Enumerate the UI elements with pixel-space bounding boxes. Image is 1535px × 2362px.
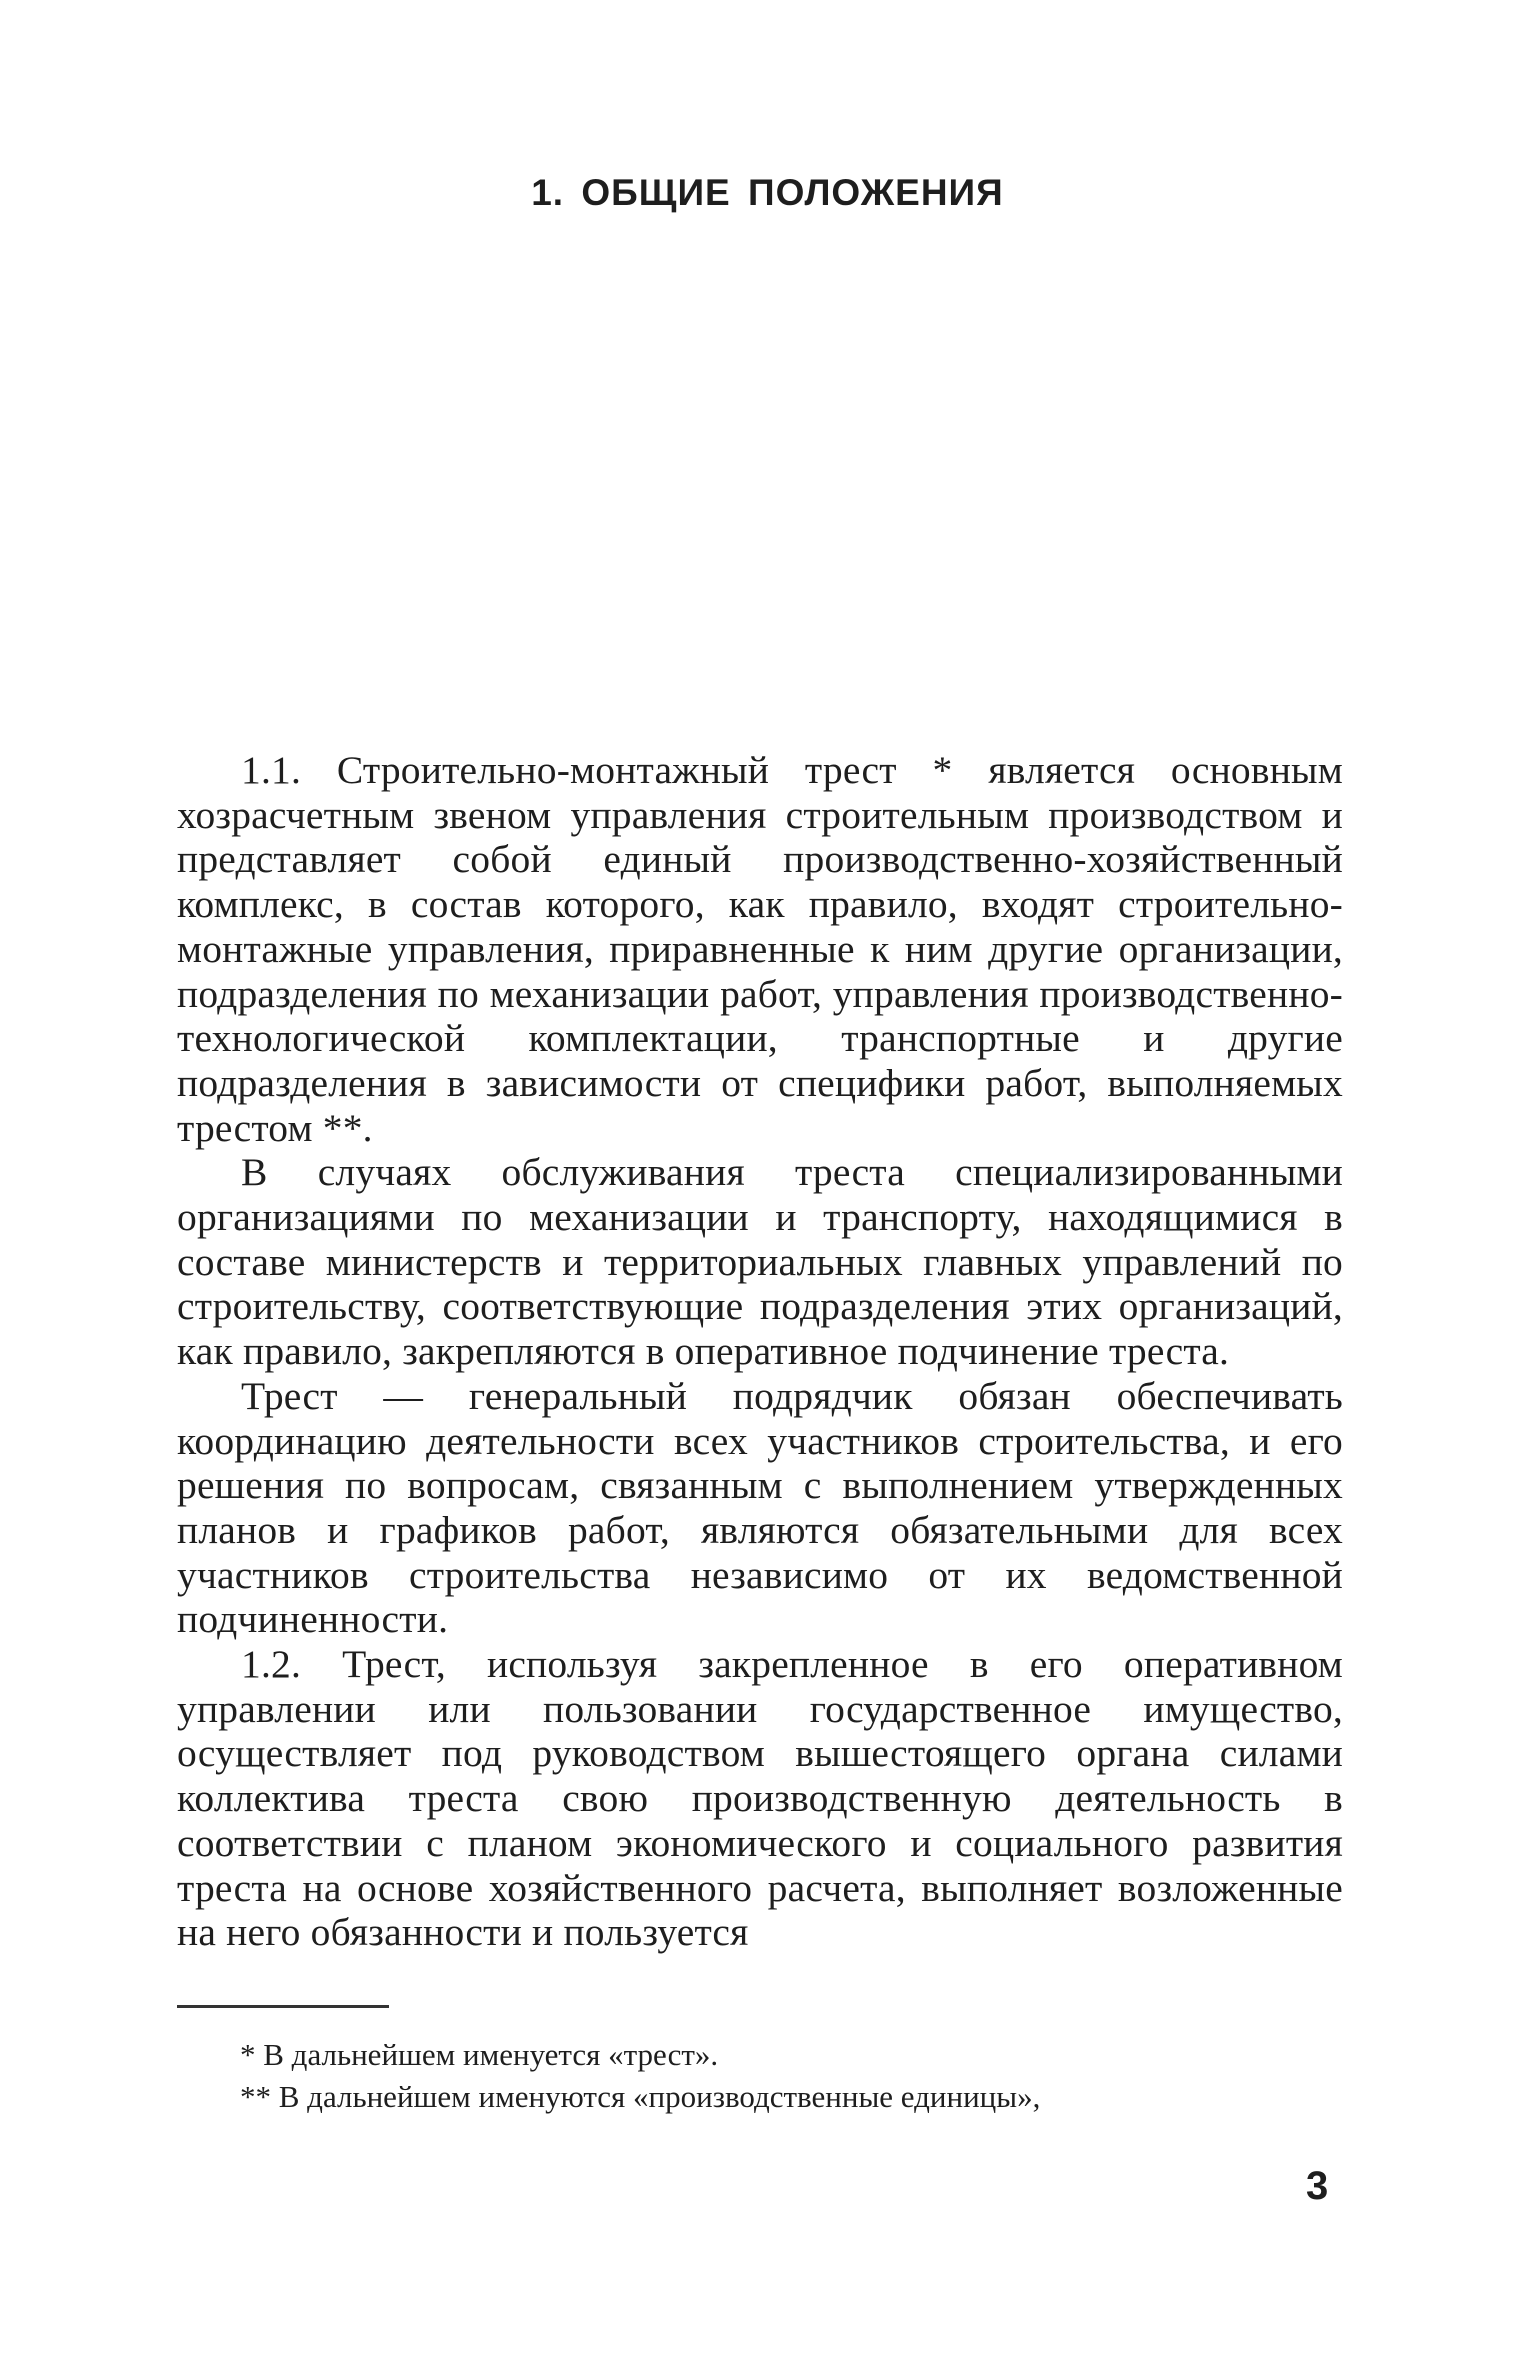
paragraph-1-2: 1.2. Трест, используя закрепленное в его оперативном управлении или пользовании государственное имущество, осуществляет под руководством вышестоящего органа силами коллектива треста свою производственную деятельность в соответствии с планом экономического и социального развития треста на основе хозяйственного расчета, выполняет возложенные на него обязанности и пользуется bbox=[177, 1642, 1343, 1955]
footnotes bbox=[240, 2034, 1040, 2118]
body-text bbox=[177, 748, 1343, 1955]
page-title: 1. ОБЩИЕ ПОЛОЖЕНИЯ bbox=[531, 172, 1004, 213]
paragraph-specialized-organizations: В случаях обслуживания треста специализированными организациями по механизации и транспорту, находящимися в составе министерств и территориальных главных управлений по строительству, соответствующие подразделения этих организаций, как правило, закрепляются в оперативное подчинение треста. bbox=[177, 1150, 1343, 1374]
footnote-divider bbox=[177, 2005, 389, 2008]
footnote-2: ** В дальнейшем именуются «производственные единицы», bbox=[240, 2079, 1041, 2114]
footnote-1: * В дальнейшем именуется «трест». bbox=[240, 2037, 719, 2072]
page-number: 3 bbox=[1306, 2164, 1329, 2208]
paragraph-general-contractor: Трест — генеральный подрядчик обязан обеспечивать координацию деятельности всех участников строительства, и его решения по вопросам, связанным с выполнением утвержденных планов и графиков работ, являются обязательными для всех участников строительства независимо от их ведомственной подчиненности. bbox=[177, 1373, 1343, 1642]
paragraph-1-1: 1.1. Строительно-монтажный трест * является основным хозрасчетным звеном управления строительным производством и представляет собой единый производственно-хозяйственный комплекс, в состав которого, как правило, входят строительно-монтажные управления, приравненные к ним другие организации, подразделения по механизации работ, управления производственно-технологической комплектации, транспортные и другие подразделения в зависимости от специфики работ, выполняемых трестом **. bbox=[177, 748, 1343, 1150]
